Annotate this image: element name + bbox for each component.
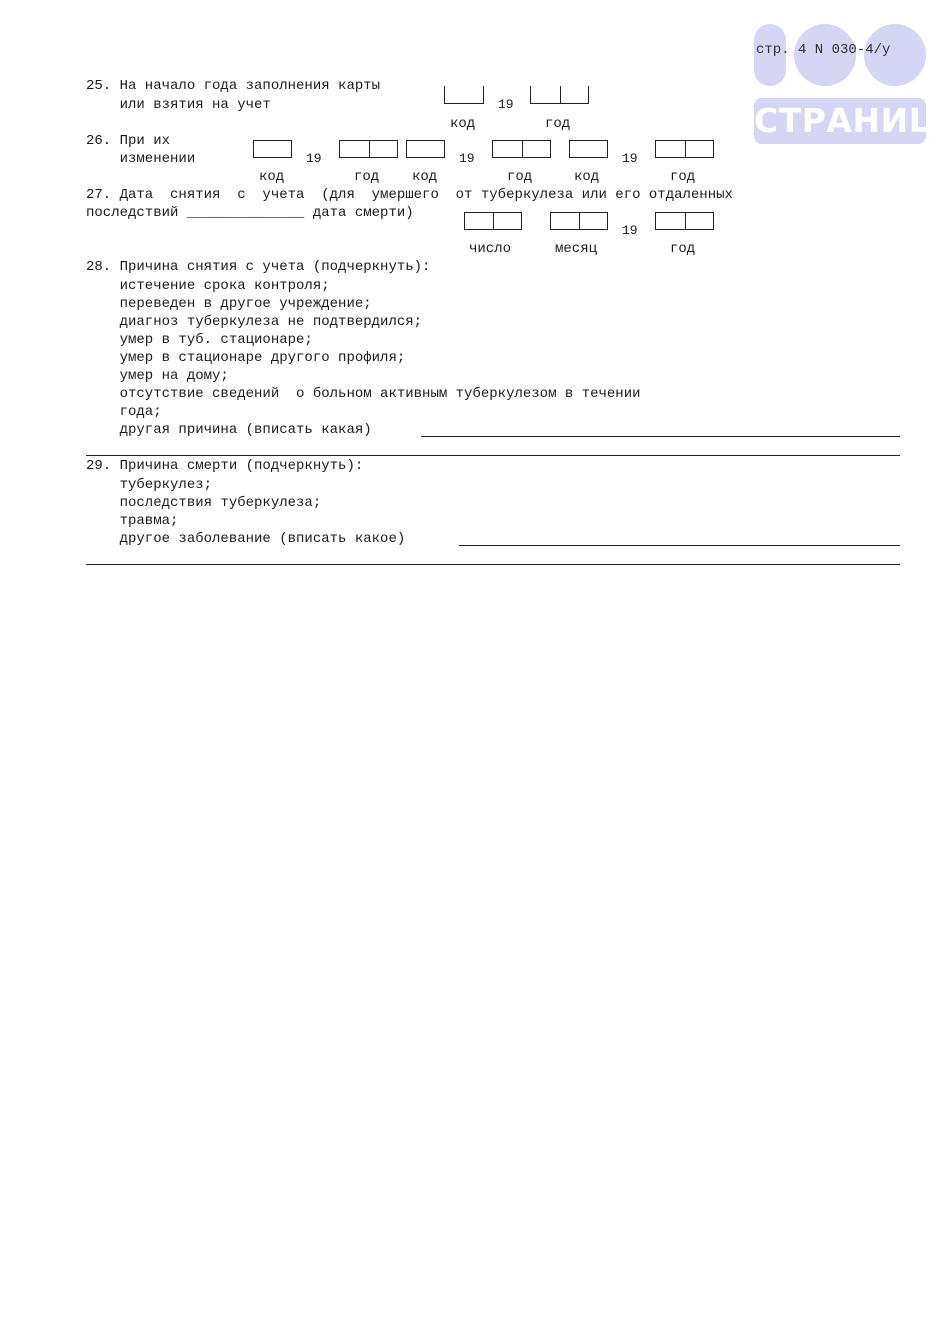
item26-year-box-2[interactable] [492,140,551,158]
item26-label-code-1: код [259,169,285,185]
item26-label-code-2: код [412,169,438,185]
item28-option[interactable]: умер в стационаре другого профиля; [86,350,406,366]
item25-code-box[interactable] [444,86,484,104]
logo-text: СТРАНИЦ [754,98,926,144]
item28-option[interactable]: отсутствие сведений о больном активным туберкулезом в течении [86,386,641,402]
item25-label-year: год [545,116,571,132]
item26-code-box-3[interactable] [569,140,608,158]
item27-year-box[interactable] [655,212,714,230]
item26-label-year-2: год [507,169,533,185]
item28-option[interactable]: года; [86,404,162,420]
item29-other-label: другое заболевание (вписать какое) [86,531,406,547]
item28-option[interactable]: истечение срока контроля; [86,278,330,294]
item26-year-box-3[interactable] [655,140,714,158]
item27-line1: 27. Дата снятия с учета (для умершего от туберкулеза или его отдаленных [86,187,733,203]
item28-other-label: другая причина (вписать какая) [86,422,372,438]
item28-title: 28. Причина снятия с учета (подчеркнуть): [86,259,431,275]
item25-line2: или взятия на учет [86,97,271,113]
item27-prefix-19: 19 [622,223,638,238]
item26-prefix-19-3: 19 [622,151,638,166]
item26-year-box-1[interactable] [339,140,398,158]
item27-month-box[interactable] [550,212,608,230]
item26-label-code-3: код [574,169,600,185]
item26-code-box-1[interactable] [253,140,292,158]
item29-other-blank[interactable] [459,545,900,546]
item29-title: 29. Причина смерти (подчеркнуть): [86,458,364,474]
item25-year-box[interactable] [530,86,589,104]
item28-other-blank[interactable] [421,436,900,437]
item28-option[interactable]: диагноз туберкулеза не подтвердился; [86,314,423,330]
item25-label-code: код [450,116,476,132]
item29-option[interactable]: последствия туберкулеза; [86,495,322,511]
item29-other-blank-2[interactable] [86,564,900,565]
item25-prefix-19: 19 [498,97,514,112]
page-reference: стр. 4 N 030-4/у [756,42,891,58]
item28-option[interactable]: умер на дому; [86,368,229,384]
item26-label-year-3: год [670,169,696,185]
item26-line1: 26. При их [86,133,171,149]
item29-option[interactable]: туберкулез; [86,477,213,493]
item27-day-box[interactable] [464,212,522,230]
item25-line1: 25. На начало года заполнения карты [86,78,381,94]
item29-option[interactable]: травма; [86,513,179,529]
item26-prefix-19-2: 19 [459,151,475,166]
item26-code-box-2[interactable] [406,140,445,158]
item27-label-day: число [469,241,512,257]
item28-other-blank-2[interactable] [86,455,900,456]
item26-line2: изменении [86,151,196,167]
item26-label-year-1: год [354,169,380,185]
item26-prefix-19-1: 19 [306,151,322,166]
item28-option[interactable]: переведен в другое учреждение; [86,296,372,312]
item27-label-month: месяц [555,241,598,257]
item28-option[interactable]: умер в туб. стационаре; [86,332,313,348]
item27-label-year: год [670,241,696,257]
item27-line2: последствий ______________ дата смерти) [86,205,414,221]
